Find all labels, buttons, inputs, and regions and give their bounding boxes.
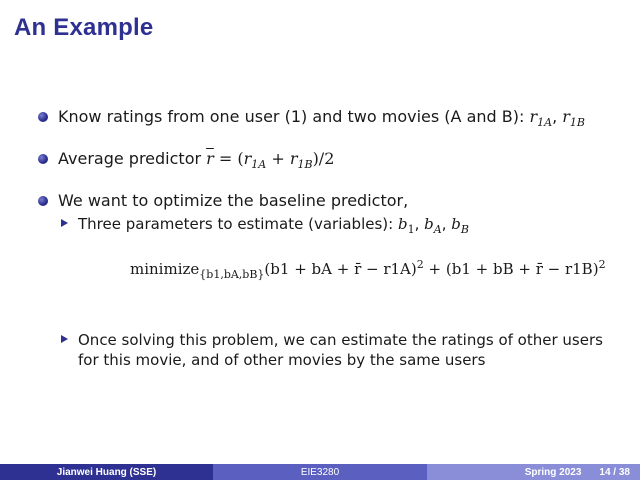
objective-formula [130,258,606,281]
equals-open: = ( [213,149,244,169]
bullet-ratings-text: Know ratings from one user (1) and two movies (A and B): [58,107,530,126]
bullet-average [38,148,628,176]
r-bar-symbol: $\overline{r}$ [206,149,214,169]
footer-author: Jianwei Huang (SSE) [0,464,213,480]
comma: , [552,107,563,126]
r-subscript-1b: 1B [297,158,313,172]
subitem-parameters-text: Three parameters to estimate (variables): [78,215,398,233]
subitem-parameters [78,214,618,240]
r-subscript-1b: 1B [569,116,585,130]
power-2: 2 [598,258,606,271]
b-symbol: b [397,215,408,233]
r-symbol: r [243,149,252,169]
formula-term-2: (b1 + bB + r̄ − r1B) [445,260,599,278]
bullet-average-text: Average predictor [58,149,207,169]
b-subscript-1: 1 [407,223,415,236]
r-subscript-1a: 1A [251,158,267,172]
r-subscript-1a: 1A [537,116,553,130]
subitem-solving [78,330,618,370]
bullet-dot-icon [38,154,48,164]
formula-term-1: (b1 + bA + r̄ − r1A) [264,260,417,278]
comma: , [414,215,425,233]
subitem-solving-text: Once solving this problem, we can estimate the ratings of other users for this movie, and of other movies by the same users [78,331,603,369]
bullet-ratings [38,106,628,134]
close-divide: )/2 [312,149,335,169]
r-symbol: r [289,149,298,169]
triangle-bullet-icon [61,335,68,343]
comma: , [441,215,452,233]
bullet-dot-icon [38,196,48,206]
power-1: 2 [416,258,424,271]
triangle-bullet-icon [61,219,68,227]
plus: + [266,149,290,169]
bullet-optimize-text: We want to optimize the baseline predictor, [58,191,409,211]
slide-title: An Example [14,14,154,41]
footer-course: EIE3280 [213,464,427,480]
b-subscript-a: A [433,223,442,236]
bullet-dot-icon [38,112,48,122]
slide-footer [0,464,640,480]
bullet-optimize [38,190,628,212]
footer-page-number: 14 / 38 [599,466,630,478]
footer-term: Spring 2023 [524,466,582,478]
r-symbol: r [529,107,538,126]
footer-right [427,464,640,480]
r-symbol: r [562,107,570,126]
b-subscript-b: B [460,223,469,236]
b-symbol: b [424,215,434,233]
bullet-list [38,106,628,226]
formula-plus: + [423,260,446,278]
b-symbol: b [451,215,461,233]
minimize-subscript: {b1,bA,bB} [199,268,265,281]
minimize-operator: minimize [130,260,200,278]
